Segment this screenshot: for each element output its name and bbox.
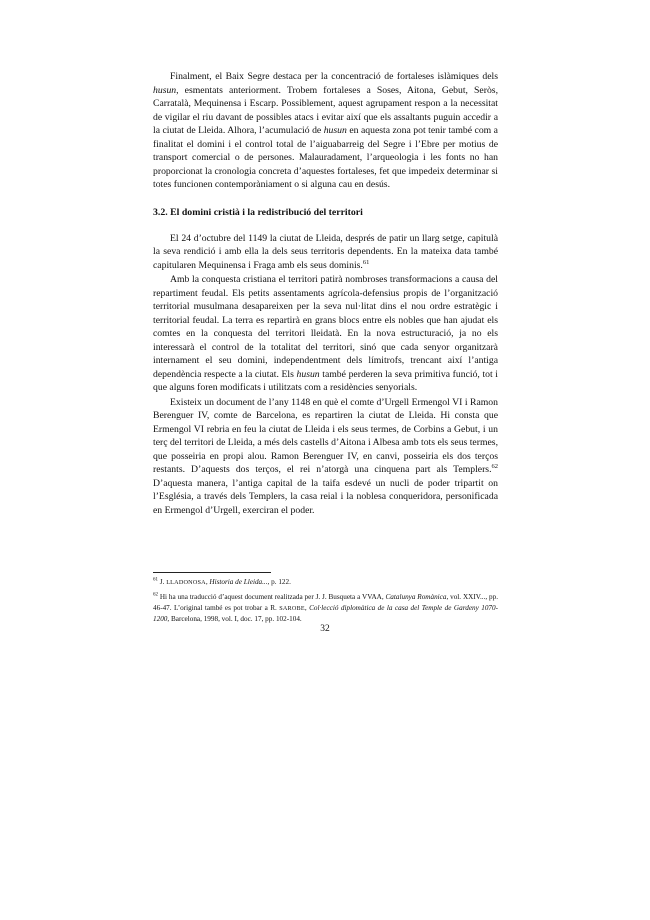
footnote [153, 592, 498, 624]
footnote-marker[interactable]: 61 [362, 258, 370, 266]
footnote-separator [153, 572, 271, 573]
section-heading: 3.2. El domini cristià i la redistribució del territori [153, 206, 363, 218]
paragraph-text: D’aquesta manera, l’antiga capital de la taifa esdevé un nucli de poder tripartit on l’Església, a través dels Templers, la casa reial i la noblesa conqueridora, personificada en Ermengol d’Urgell, exerciran el poder. [153, 477, 498, 516]
author-name: SAROBE [279, 604, 305, 612]
footnote [153, 577, 498, 588]
footnote-text: , [304, 603, 310, 612]
footnote-text: , Barcelona, 1998, vol. I, doc. 17, pp. 102-104. [167, 614, 302, 623]
paragraph-text: Finalment, el Baix Segre destaca per la concentració de fortaleses islàmiques dels [170, 71, 498, 82]
paragraph [153, 70, 498, 192]
paragraph [153, 273, 498, 395]
footnotes [153, 577, 498, 628]
paragraph-text: El 24 d’octubre del 1149 la ciutat de Lleida, després de patir un llarg setge, capitulà la seva rendició i amb ella la dels seus territoris dependents. En la mateixa data també capitularen Mequinensa i Fraga amb els seus dominis. [153, 232, 498, 271]
paragraph [153, 232, 498, 273]
work-title: Historia de Lleida... [209, 578, 268, 586]
paragraph [153, 396, 498, 518]
paragraph-text: Existeix un document de l’any 1148 en què el comte d’Urgell Ermengol VI i Ramon Berenguer IV, comte de Barcelona, es repartiren la ciutat de Lleida. Hi consta que Ermengol VI rebria en feu la ciutat de Lleida i els seus termes, de Corbins a Gebut, i un terç del territori de Lleida, a més dels castells d’Aitona i Albesa amb tots els seus termes, que posseiria en propi alou. Ramon Berenguer IV, en canvi, posseiria els dos terços restants. D’aquests dos terços, el rei n’atorgà una cinquena part als Templers. [153, 396, 498, 475]
paragraph-text: en aquesta zona pot tenir també com a finalitat el domini i el control total de l’aiguabarreig del Segre i l’Ebre per motius de transport comercial o de persones. Malauradament, l’arqueologia i les fonts no han proporcionat la cronologia concreta d’aquestes fortaleses, fet que impedeix determinar si totes funcionen contemporàniament o si alguna cau en desús. [153, 125, 498, 190]
footnote-text: Hi ha una traducció d’aquest document realitzada per J. J. Busqueta a VVAA, [159, 593, 386, 602]
work-title: Catalunya Romànica [385, 593, 447, 602]
footnote-number: 61 [153, 577, 158, 583]
body-text [153, 70, 498, 517]
footnote-number: 62 [153, 592, 158, 598]
footnote-text: , [205, 578, 210, 586]
page-number: 32 [320, 624, 330, 634]
footnote-marker[interactable]: 62 [491, 462, 498, 470]
italic-term: husun [296, 368, 320, 380]
italic-term: husun [323, 125, 347, 136]
italic-term: husun [153, 84, 177, 96]
paragraph-text: , esmentats anteriorment. Trobem fortaleses a Soses, Aitona, Gebut, Seròs, Carratalà, Mequinensa i Escarp. Possiblement, aquest agrupament respon a la necessitat de vigilar el riu davant de possibles atacs i evitar així que els assaltants puguin accedir a la ciutat de Lleida. Alhora, l’acumulació de [153, 84, 498, 136]
footnote-text: , p. 122. [267, 578, 291, 586]
footnote-text: , vol. XXIV..., pp. 46-47. L’original també es pot trobar a R. [153, 593, 499, 612]
paragraph-text: Amb la conquesta cristiana el territori patirà nombroses transformacions a causa del repartiment feudal. Els petits assentaments agrícola-defensius propis de l’organització territorial musulmana desapareixen per la seva nul·litat dins el nou ordre estratègic i territorial feudal. La terra es repartirà en grans blocs entre els nobles que han ajudat els comtes en la conquesta del territori lleidatà. En la nova estructuració, ja no els interessarà el control de la totalitat del territori, sinó que cada senyor organitzarà internament el seu domini, independentment dels límitrofs, trencant així l’antiga dependència respecte a la ciutat. Els [153, 274, 498, 380]
work-title: Col·lecció diplomàtica de la casa del Temple de Gardeny 1070-1200 [153, 603, 498, 623]
paragraph-text: també perderen la seva primitiva funció, tot i que alguns foren modificats i utilitzats com a residències senyorials. [153, 368, 498, 393]
author-name: LLADONOSA [166, 579, 206, 586]
footnote-text: J. [159, 578, 167, 586]
